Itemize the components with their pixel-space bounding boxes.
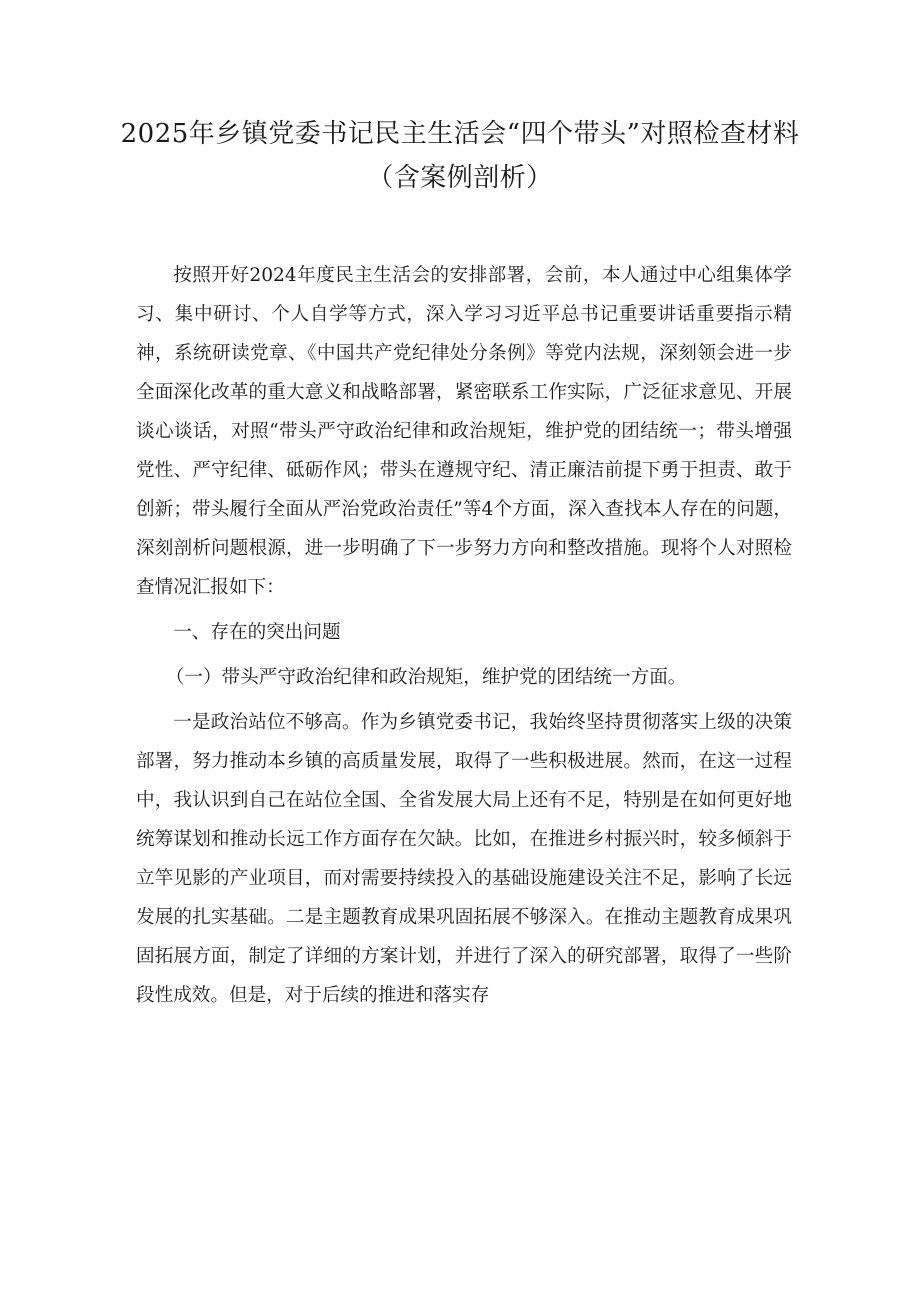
body-paragraph: 一是政治站位不够高。作为乡镇党委书记，我始终坚持贯彻落实上级的决策部署，努力推动本乡镇的高质量发展，取得了一些积极进展。然而，在这一过程中，我认识到自己在站位全国、全省发展大局上还有不足，特别是在如何更好地统筹谋划和推动长远工作方面存在欠缺。比如，在推进乡村振兴时，较多倾斜于立竿见影的产业项目，而对需要持续投入的基础设施建设关注不足，影响了长远发展的扎实基础。二是主题教育成果巩固拓展不够深入。在推动主题教育成果巩固拓展方面，制定了详细的方案计划，并进行了深入的研究部署，取得了一些阶段性成效。但是，对于后续的推进和落实存 [136,712,792,1006]
document-body [136,256,792,1015]
document-title: 2025年乡镇党委书记民主生活会“四个带头”对照检查材料（含案例剖析） [120,119,800,193]
section-heading: 一、存在的突出问题 [173,622,341,643]
intro-paragraph: 按照开好2024年度民主生活会的安排部署，会前，本人通过中心组集体学习、集中研讨、个人自学等方式，深入学习习近平总书记重要讲话重要指示精神，系统研读党章、《中国共产党纪律处分条例》等党内法规，深刻领会进一步全面深化改革的重大意义和战略部署，紧密联系工作实际，广泛征求意见、开展谈心谈话，对照“带头严守政治纪律和政治规矩，维护党的团结统一；带头增强党性、严守纪律、砥砺作风；带头在遵规守纪、清正廉洁前提下勇于担责、敢于创新；带头履行全面从严治党政治责任”等4个方面，深入查找本人存在的问题，深刻剖析问题根源，进一步明确了下一步努力方向和整改措施。现将个人对照检查情况汇报如下： [136,265,792,598]
subsection-heading: （一）带头严守政治纪律和政治规矩，维护党的团结统一方面。 [165,667,687,688]
